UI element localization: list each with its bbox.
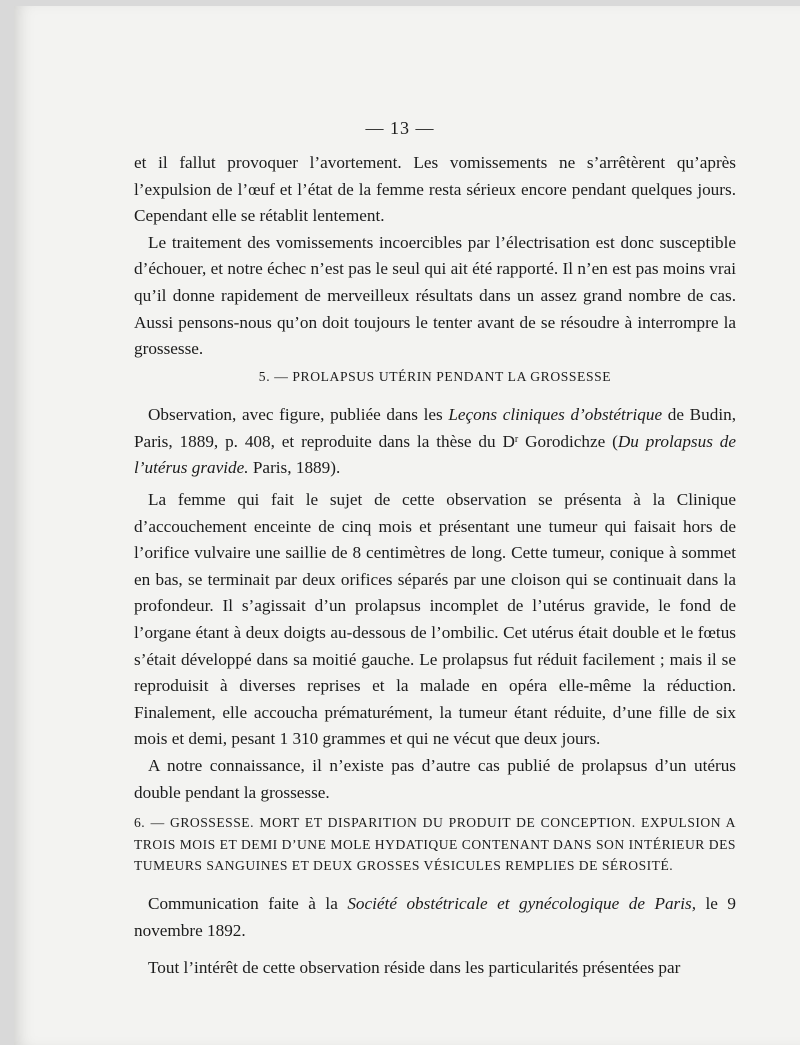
reference-paragraph [134,402,736,482]
reference-text: Gorodichze ( [518,431,618,451]
communication-text: Communication faite à la [148,894,348,913]
section-6-body [134,955,736,982]
communication-paragraph [134,891,736,944]
page-number: — 13 — [365,118,435,138]
paragraph: Le traitement des vomissements incoercibles par l’électrisation est donc susceptible d’échouer, et notre échec n’est pas le seul qui ait été rapporté. Il n’en est pas moins vrai qu’il donne rapidement de merveilleux résultats dans un assez grand nombre de cas. Aussi pensons-nous qu’on doit toujours le tenter avant de se résoudre à interrompre la grossesse. [134,232,736,359]
reference-text: de Budin, Paris, 1889, p. 408, et reproduite dans la thèse du D [134,405,736,451]
paragraph: A notre connaissance, il n’existe pas d’autre cas publié de prolapsus d’un utérus double pendant la grossesse. [134,755,736,802]
communication-text: le 9 novembre 1892. [134,894,736,940]
paragraph: et il fallut provoquer l’avortement. Les vomissements ne s’arrêtèrent qu’après l’expulsion de l’œuf et l’état de la femme resta sérieux encore pendant quelques jours. Cependant elle se rétablit lentement. [134,153,736,226]
section-5-reference [134,402,736,482]
society-name: Société obstétricale et gynécologique de Paris, [347,894,696,913]
reference-title: Du prolapsus de l’utérus gravide. [134,431,736,478]
intro-text-block [134,150,736,363]
paragraph: La femme qui fait le sujet de cette observation se présenta à la Clinique d’accouchement enceinte de cinq mois et présentant une tumeur qui faisait hors de l’orifice vulvaire une saillie de 8 centimètres de long. Cette tumeur, conique à sommet en bas, se terminait par deux orifices séparés par une cloison qui se continuait dans la profondeur. Il s’agissait d’un prolapsus incomplet de l’utérus gravide, le fond de l’organe étant à deux doigts au-dessous de l’ombilic. Cet utérus était double et le fœtus s’était développé dans sa moitié gauche. Le prolapsus fut réduit facilement ; mais il se reproduisit à diverses reprises et la malade en opéra elle-même la réduction. Finalement, elle accoucha prématurément, la tumeur étant réduite, d’une fille de six mois et demi, pesant 1 310 grammes et qui ne vécut que deux jours. [134,490,736,749]
reference-text: Observation, avec figure, publiée dans les [148,405,449,424]
reference-text: Paris, 1889). [248,458,341,478]
paragraph: Tout l’intérêt de cette observation réside dans les particularités présentées par [148,958,681,977]
reference-superscript: r [514,433,519,445]
section-heading-5: 5. — PROLAPSUS UTÉRIN PENDANT LA GROSSESSE [258,369,612,384]
section-6-communication [134,891,736,944]
reference-title: Leçons cliniques d’obstétrique [448,405,663,424]
section-5-body [134,487,736,806]
section-heading-6: 6. — GROSSESSE. MORT ET DISPARITION DU PRODUIT DE CONCEPTION. EXPULSION A TROIS MOIS ET DEMI D’UNE MOLE HYDATIQUE CONTENANT DANS SON INTÉRIEUR DES TUMEURS SANGUINES ET DEUX GROSSES VÉSICULES REMPLIES DE SÉROSITÉ. [134,815,736,873]
